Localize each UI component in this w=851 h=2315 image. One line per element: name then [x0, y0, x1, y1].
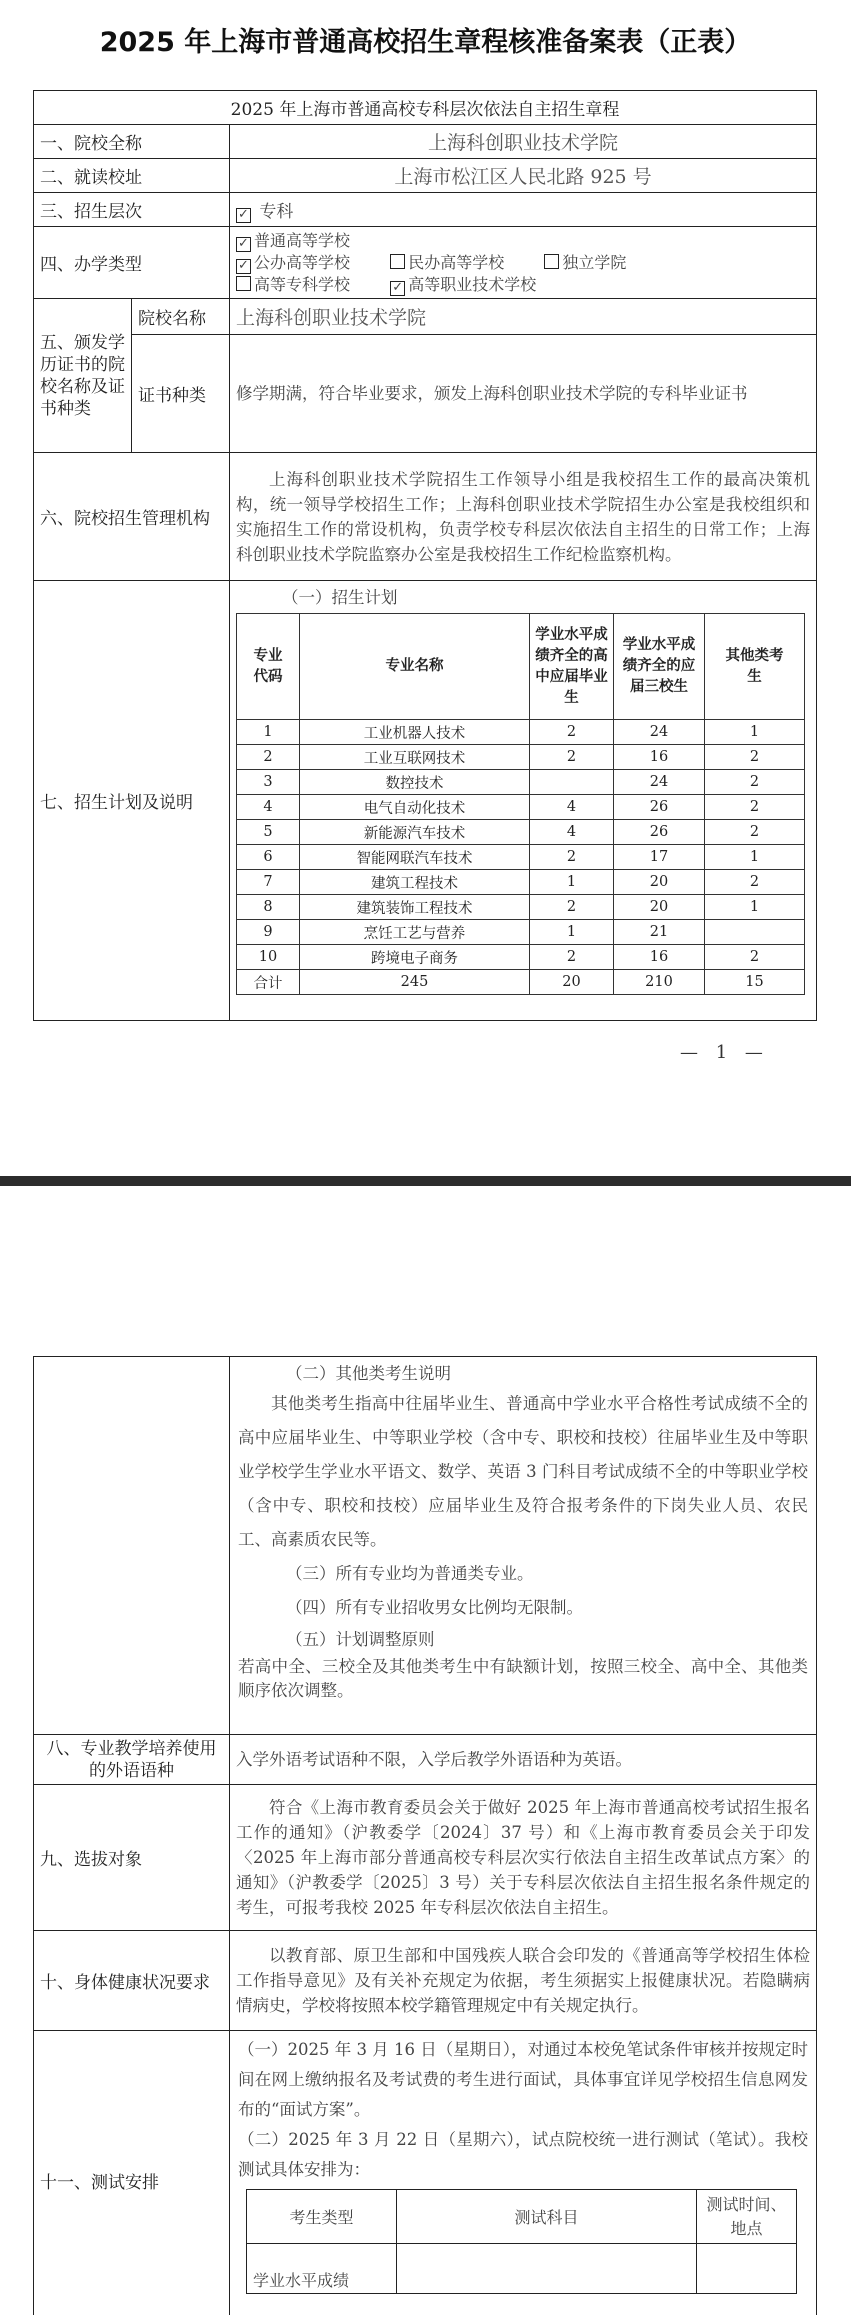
test-header-type: 考生类型 — [247, 2190, 397, 2244]
option-label: 公办高等学校 — [254, 252, 351, 272]
plan-header-major: 专业名称 — [300, 614, 530, 720]
option-label: 高等专科学校 — [254, 274, 351, 294]
table-row — [237, 720, 805, 745]
plan-header-three-school: 学业水平成绩齐全的应届三校生 — [614, 614, 705, 720]
row-label-school-type: 四、办学类型 — [34, 227, 230, 299]
test-header-time: 测试时间、地点 — [697, 2190, 797, 2244]
plan-highschool: 4 — [530, 795, 614, 820]
school-name-label: 院校名称 — [132, 299, 230, 335]
plan-highschool: 2 — [530, 895, 614, 920]
cert-school-name: 上海科创职业技术学院 — [230, 299, 817, 335]
plan-code: 5 — [237, 820, 300, 845]
table-row — [237, 845, 805, 870]
plan-code: 1 — [237, 720, 300, 745]
plan-major: 新能源汽车技术 — [300, 820, 530, 845]
test-table — [246, 2189, 797, 2294]
plan-major: 烹饪工艺与营养 — [300, 920, 530, 945]
plan-other: 2 — [705, 870, 805, 895]
plan-code: 10 — [237, 945, 300, 970]
plan-highschool: 4 — [530, 820, 614, 845]
other-text: 其他类考生指高中往届毕业生、普通高中学业水平合格性考试成绩不全的高中应届毕业生、中等职业学校（含中专、职校和技校）往届毕业生及中等职业学校学生学业水平语文、数学、英语 3 门科目考试成绩不全的中等职业学校（含中专、职校和技校）应届毕业生及符合报考条件的下岗失业人员、农民工、高素质农民等。 — [238, 1394, 808, 1549]
form-table-page1 — [33, 90, 817, 1021]
plan-header-highschool: 学业水平成绩齐全的高中应届毕业生 — [530, 614, 614, 720]
plan-three-school: 26 — [614, 795, 705, 820]
plan-total-label: 合计 — [237, 970, 300, 995]
page-2 — [0, 1186, 851, 2315]
plan-total-three-school: 210 — [614, 970, 705, 995]
address-value: 上海市松江区人民北路 925 号 — [230, 159, 817, 193]
item-3: （三）所有专业均为普通类专业。 — [286, 1564, 534, 1583]
health-text: 以教育部、原卫生部和中国残疾人联合会印发的《普通高等学校招生体检工作指导意见》及有关补充规定为依据，考生须据实上报健康状况。若隐瞒病情病史，学校将按照本校学籍管理规定中有关规定执行。 — [230, 1931, 817, 2031]
plan-major: 跨境电子商务 — [300, 945, 530, 970]
plan-total-highschool: 20 — [530, 970, 614, 995]
option-label: 高等职业技术学校 — [408, 274, 537, 294]
table-row — [237, 820, 805, 845]
checkbox-empty-icon — [544, 254, 559, 269]
checkbox-empty-icon — [390, 254, 405, 269]
row-label-test-schedule: 十一、测试安排 — [34, 2031, 230, 2315]
cert-type-value: 修学期满，符合毕业要求，颁发上海科创职业技术学院的专科毕业证书 — [230, 335, 817, 453]
plan-major: 建筑装饰工程技术 — [300, 895, 530, 920]
plan-three-school: 26 — [614, 820, 705, 845]
item-4: （四）所有专业招收男女比例均无限制。 — [286, 1598, 583, 1617]
plan-rows — [237, 720, 805, 970]
row-label-plan: 七、招生计划及说明 — [34, 581, 230, 1021]
plan-title: （一）招生计划 — [282, 588, 398, 607]
plan-major: 工业机器人技术 — [300, 720, 530, 745]
form-table-page2 — [33, 1356, 817, 2315]
plan-other: 2 — [705, 795, 805, 820]
plan-major: 数控技术 — [300, 770, 530, 795]
plan-three-school: 16 — [614, 945, 705, 970]
school-type-options — [230, 227, 817, 299]
plan-highschool: 2 — [530, 720, 614, 745]
school-name-value: 上海科创职业技术学院 — [230, 125, 817, 159]
test-p2: （二）2025 年 3 月 22 日（星期六），试点院校统一进行测试（笔试）。我校测试具体安排为： — [238, 2130, 808, 2179]
plan-highschool: 2 — [530, 745, 614, 770]
test-first-cell: 学业水平成绩 — [247, 2244, 397, 2294]
checkbox-empty-icon — [236, 276, 251, 291]
checkbox-checked-icon: ✓ — [236, 237, 251, 252]
plan-code: 3 — [237, 770, 300, 795]
doc-title: 2025 年上海市普通高校招生章程核准备案表（正表） — [99, 27, 752, 58]
plan-other: 2 — [705, 820, 805, 845]
plan-notes-cell — [230, 1357, 817, 1735]
plan-other: 1 — [705, 845, 805, 870]
plan-code: 8 — [237, 895, 300, 920]
option-label: 独立学院 — [562, 252, 627, 272]
checkbox-checked-icon: ✓ — [236, 259, 251, 274]
plan-major: 电气自动化技术 — [300, 795, 530, 820]
plan-code: 9 — [237, 920, 300, 945]
page-divider — [0, 1176, 851, 1186]
admission-office-text: 上海科创职业技术学院招生工作领导小组是我校招生工作的最高决策机构，统一领导学校招生工作；上海科创职业技术学院招生办公室是我校组织和实施招生工作的常设机构，负责学校专科层次依法自主招生的日常工作；上海科创职业技术学院监察办公室是我校招生工作纪检监察机构。 — [230, 453, 817, 581]
plan-three-school: 16 — [614, 745, 705, 770]
plan-table — [236, 613, 805, 995]
plan-three-school: 24 — [614, 770, 705, 795]
cert-type-label: 证书种类 — [132, 335, 230, 453]
test-cell — [697, 2244, 797, 2294]
table-row — [237, 945, 805, 970]
plan-other: 1 — [705, 720, 805, 745]
checkbox-checked-icon: ✓ — [236, 208, 251, 223]
plan-highschool: 2 — [530, 845, 614, 870]
row-label-eligibility: 九、选拔对象 — [34, 1785, 230, 1931]
test-schedule-cell — [230, 2031, 817, 2315]
plan-other: 2 — [705, 770, 805, 795]
plan-major: 建筑工程技术 — [300, 870, 530, 895]
plan-other: 2 — [705, 745, 805, 770]
plan-total-other: 15 — [705, 970, 805, 995]
other-title: （二）其他类考生说明 — [286, 1364, 451, 1383]
row-label-level: 三、招生层次 — [34, 193, 230, 227]
plan-code: 2 — [237, 745, 300, 770]
test-cell — [397, 2244, 697, 2294]
plan-code: 4 — [237, 795, 300, 820]
table-header: 2025 年上海市普通高校专科层次依法自主招生章程 — [34, 91, 817, 125]
plan-code: 6 — [237, 845, 300, 870]
table-row — [237, 870, 805, 895]
row-label-certificate: 五、颁发学历证书的院校名称及证书种类 — [34, 299, 132, 453]
plan-continued-label-cell — [34, 1357, 230, 1735]
eligibility-text: 符合《上海市教育委员会关于做好 2025 年上海市普通高校考试招生报名工作的通知》（沪教委学〔2024〕37 号）和《上海市教育委员会关于印发〈2025 年上海市部分普通高校专科层次实行依法自主招生改革试点方案〉的通知》（沪教委学〔2025〕3 号）关于专科层次依法自主招生报名条件规定的考生，可报考我校 2025 年专科层次依法自主招生。 — [230, 1785, 817, 1931]
plan-header-code: 专业代码 — [237, 614, 300, 720]
plan-major: 智能网联汽车技术 — [300, 845, 530, 870]
plan-three-school: 20 — [614, 895, 705, 920]
test-p1: （一）2025 年 3 月 16 日（星期日），对通过本校免笔试条件审核并按规定时间在网上缴纳报名及考试费的考生进行面试，具体事宜详见学校招生信息网发布的“面试方案”。 — [238, 2040, 808, 2119]
table-row — [237, 795, 805, 820]
plan-other: 2 — [705, 945, 805, 970]
option-label: 普通高等学校 — [254, 230, 351, 250]
plan-code: 7 — [237, 870, 300, 895]
row-label-language: 八、专业教学培养使用的外语语种 — [34, 1735, 230, 1785]
level-value: 专科 — [259, 201, 294, 222]
plan-highschool: 1 — [530, 920, 614, 945]
plan-highschool — [530, 770, 614, 795]
test-header-subject: 测试科目 — [397, 2190, 697, 2244]
table-row — [237, 745, 805, 770]
row-label-admission-office: 六、院校招生管理机构 — [34, 453, 230, 581]
plan-three-school: 20 — [614, 870, 705, 895]
table-row — [237, 895, 805, 920]
plan-cell — [230, 581, 817, 1021]
table-row — [237, 770, 805, 795]
plan-other — [705, 920, 805, 945]
plan-three-school: 21 — [614, 920, 705, 945]
plan-highschool: 1 — [530, 870, 614, 895]
language-text: 入学外语考试语种不限，入学后教学外语语种为英语。 — [230, 1735, 817, 1785]
item-5: （五）计划调整原则 — [286, 1630, 435, 1649]
plan-other: 1 — [705, 895, 805, 920]
plan-three-school: 17 — [614, 845, 705, 870]
plan-highschool: 2 — [530, 945, 614, 970]
checkbox-checked-icon: ✓ — [390, 281, 405, 296]
row-label-address: 二、就读校址 — [34, 159, 230, 193]
option-label: 民办高等学校 — [408, 252, 505, 272]
page-number: — 1 — — [680, 1042, 769, 1063]
plan-header-other: 其他类考生 — [705, 614, 805, 720]
plan-total-all: 245 — [300, 970, 530, 995]
plan-major: 工业互联网技术 — [300, 745, 530, 770]
item-5-text: 若高中全、三校全及其他类考生中有缺额计划，按照三校全、高中全、其他类顺序依次调整。 — [238, 1657, 808, 1700]
plan-three-school: 24 — [614, 720, 705, 745]
table-row — [237, 920, 805, 945]
row-label-school-name: 一、院校全称 — [34, 125, 230, 159]
row-label-health: 十、身体健康状况要求 — [34, 1931, 230, 2031]
level-cell — [230, 193, 817, 227]
